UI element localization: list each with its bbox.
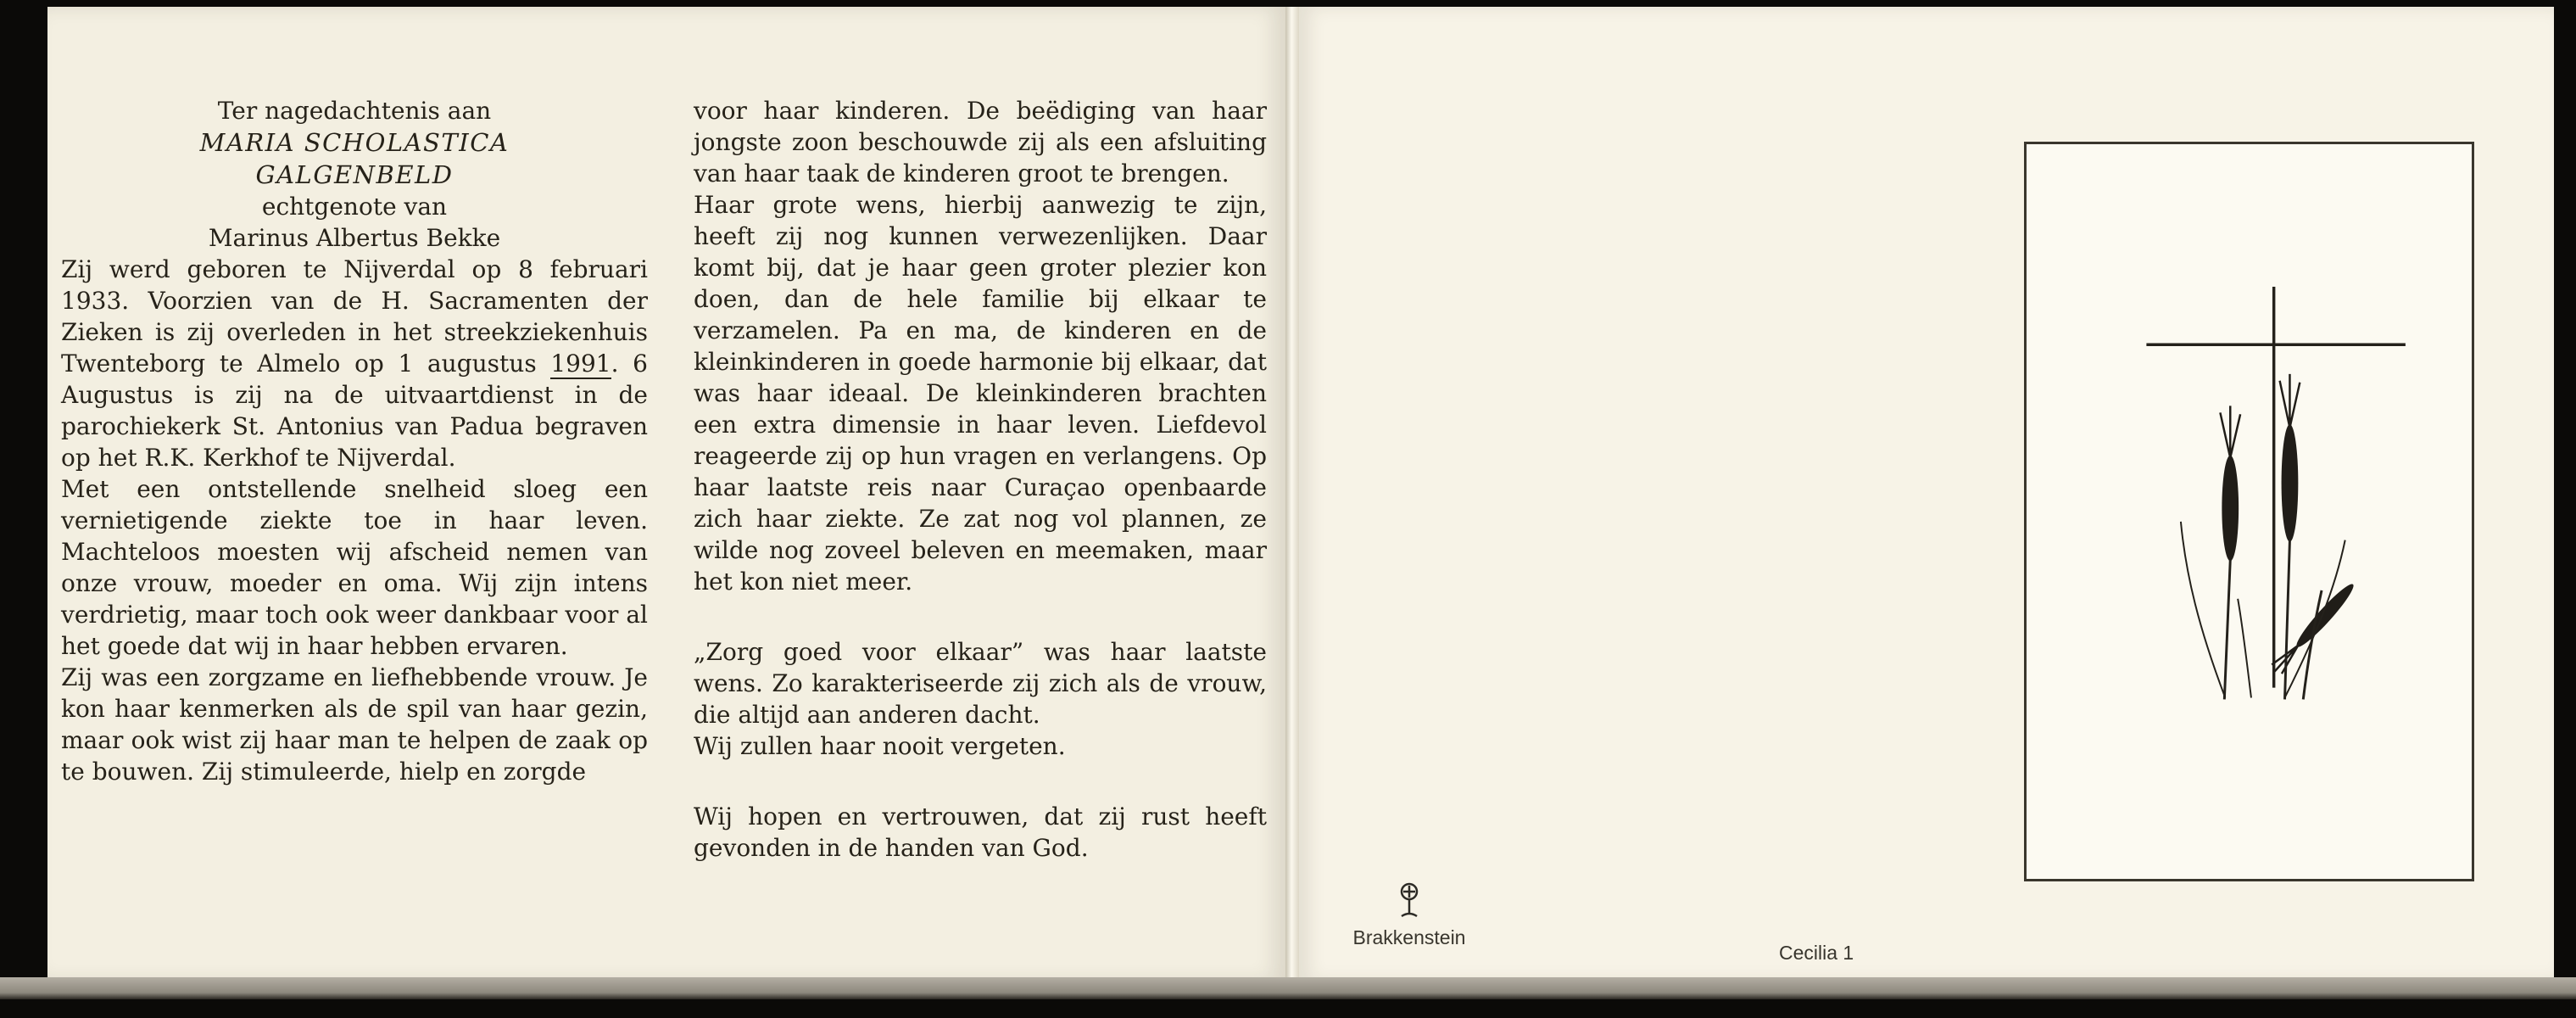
- cover-page: [1299, 7, 2554, 981]
- wheat-stems: [2181, 522, 2345, 700]
- deceased-name-line1: MARIA SCHOLASTICA: [199, 128, 510, 157]
- brakkenstein-logo-icon: [1395, 881, 1424, 921]
- text-page: [47, 7, 1285, 981]
- cross-wheat-illustration: [2027, 144, 2472, 879]
- wheat-ear-left-icon: [2220, 406, 2240, 561]
- page-fold: [1285, 7, 1299, 981]
- caring-paragraph: Zij was een zorgzame en liefhebbende vrouw. Je kon haar kenmerken als de spil van haar gezin, maar ook wist zij haar man te helpen de zaak op te bouwen. Zij stimuleerde, hielp en zorgde: [61, 663, 648, 786]
- scanner-edge: [0, 977, 2576, 999]
- memorial-intro: Ter nagedachtenis aan: [217, 97, 492, 125]
- closing-paragraph: Wij hopen en vertrouwen, dat zij rust heeft gevonden in de handen van God.: [694, 803, 1267, 862]
- birth-death-text-post: . 6 Augustus is zij na de uitvaartdienst in de parochiekerk St. Antonius van Padua begraven op het R.K. Kerkhof te Nijverdal.: [61, 350, 648, 472]
- children-paragraph: voor haar kinderen. De beëdiging van haar jongste zoon beschouwde zij als een afsluiting van haar taak de kinderen groot te brengen.: [694, 97, 1267, 187]
- deceased-name: [61, 126, 648, 191]
- text-column-right: [694, 95, 1267, 864]
- illness-paragraph: Met een ontstellende snelheid sloeg een vernietigende ziekte toe in haar leven. Machteloos moesten wij afscheid nemen van onze vrouw, moeder en oma. Wij zijn intens verdrietig, maar toch ook weer dankbaar voor al het goede dat wij in haar hebben ervaren.: [61, 475, 648, 660]
- text-column-left: [61, 95, 648, 787]
- never-forget-line: Wij zullen haar nooit vergeten.: [694, 732, 1066, 760]
- illustration-frame: [2024, 142, 2474, 881]
- death-year-underlined: 1991: [550, 350, 611, 378]
- last-wish-paragraph: „Zorg goed voor elkaar” was haar laatste wens. Zo karakteriseerde zij zich als de vrouw, die altijd aan anderen dacht.: [694, 638, 1267, 729]
- spouse-name: Marinus Albertus Bekke: [208, 224, 501, 252]
- deceased-name-line2: GALGENBELD: [255, 160, 454, 189]
- cross-icon: [2146, 287, 2406, 688]
- relation-label: echtgenote van: [261, 193, 448, 221]
- wheat-ear-center-icon: [2280, 374, 2300, 542]
- publisher-mark: [1333, 881, 1486, 949]
- birth-death-paragraph: [61, 254, 648, 473]
- publisher-name: Brakkenstein: [1352, 926, 1466, 948]
- family-paragraph: Haar grote wens, hierbij aanwezig te zijn, heeft zij nog kunnen verwezenlijken. Daar komt bij, dat je haar geen groter plezier kon doen, dan de hele familie bij elkaar te verzamelen. Pa en ma, de kinderen en de kleinkinderen in goede harmonie bij elkaar, dat was haar ideaal. De kleinkinderen brachten een extra dimensie in haar leven. Liefdevol reageerde zij op hun vragen en verlangens. Op haar laatste reis naar Curaçao openbaarde zich haar ziekte. Ze zat nog vol plannen, ze wilde nog zoveel beleven en meemaken, maar het kon niet meer.: [694, 191, 1267, 596]
- birth-death-text-pre: Zij werd geboren te Nijverdal op 8 februari 1933. Voorzien van de H. Sacramenten der Zieken is zij overleden in het streekziekenhuis Twenteborg te Almelo op 1 augustus: [61, 255, 648, 378]
- series-label: Cecilia 1: [1779, 942, 1854, 964]
